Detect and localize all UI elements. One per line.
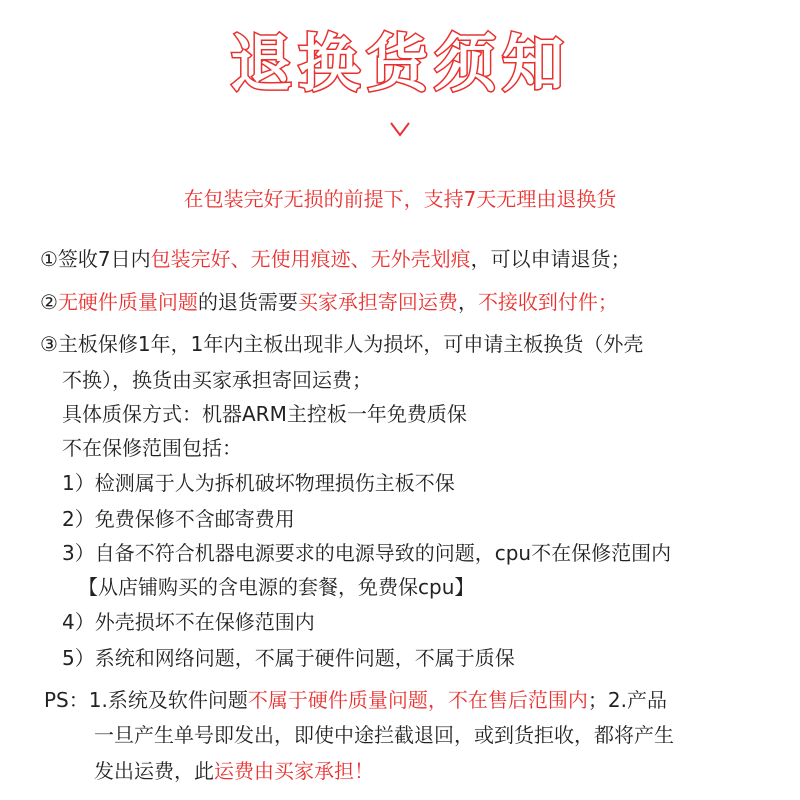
item2-highlight-3: 不接收到付件； (477, 290, 618, 314)
item2-highlight-2: 买家承担寄回运费 (297, 290, 458, 314)
exclusion-5: 5）系统和网络问题，不属于硬件问题，不属于质保 (62, 646, 515, 670)
exclusion-4: 4）外壳损坏不在保修范围内 (62, 610, 315, 634)
ps-line-1 (44, 686, 667, 714)
exclusion-3: 3）自备不符合机器电源要求的电源导致的问题，cpu不在保修范围内 (62, 541, 672, 565)
exclusion-1: 1）检测属于人为拆机破坏物理损伤主板不保 (62, 471, 455, 495)
policy-item-2 (40, 288, 618, 316)
exclusion-3-note: 【从店铺购买的含电源的套餐，免费保cpu】 (78, 575, 475, 599)
policy-item-1 (40, 245, 631, 273)
subtitle: 在包装完好无损的前提下，支持7天无理由退换货 (183, 187, 617, 211)
item2-mid: 的退货需要 (197, 290, 298, 314)
item2-prefix: ② (40, 290, 58, 314)
item1-highlight: 包装完好、无使用痕迹、无外壳划痕 (150, 247, 471, 271)
warranty-method: 具体质保方式：机器ARM主控板一年免费质保 (62, 402, 467, 426)
ps-highlight-1: 不属于硬件质量问题，不在售后范围内 (247, 688, 588, 712)
ps-line-3-prefix: 发出运费，此 (94, 759, 214, 783)
item2-highlight-1: 无硬件质量问题 (57, 290, 198, 314)
ps-line-3 (94, 757, 374, 785)
ps-label: PS： (44, 688, 89, 712)
policy-item-3-line-2: 不换），换货由买家承担寄回运费； (62, 368, 372, 392)
exclusion-2: 2）免费保修不含邮寄费用 (62, 507, 295, 531)
item1-prefix: ①签收7日内 (40, 247, 151, 271)
ps-part-1: 1.系统及软件问题 (88, 688, 248, 712)
policy-item-3-line-1: ③主板保修1年，1年内主板出现非人为损坏，可申请主板换货（外壳 (40, 332, 644, 356)
ps-line-2: 一旦产生单号即发出，即使中途拦截退回，或到货拒收，都将产生 (94, 723, 674, 747)
ps-part-2: ；2.产品 (587, 688, 667, 712)
item1-suffix: ，可以申请退货； (470, 247, 631, 271)
exclusions-heading: 不在保修范围包括： (62, 436, 242, 460)
chevron-down-icon (383, 118, 417, 142)
page-title: 退换货须知 (229, 27, 570, 100)
item2-suffix: ， (457, 290, 478, 314)
ps-highlight-2: 运费由买家承担！ (214, 759, 374, 783)
